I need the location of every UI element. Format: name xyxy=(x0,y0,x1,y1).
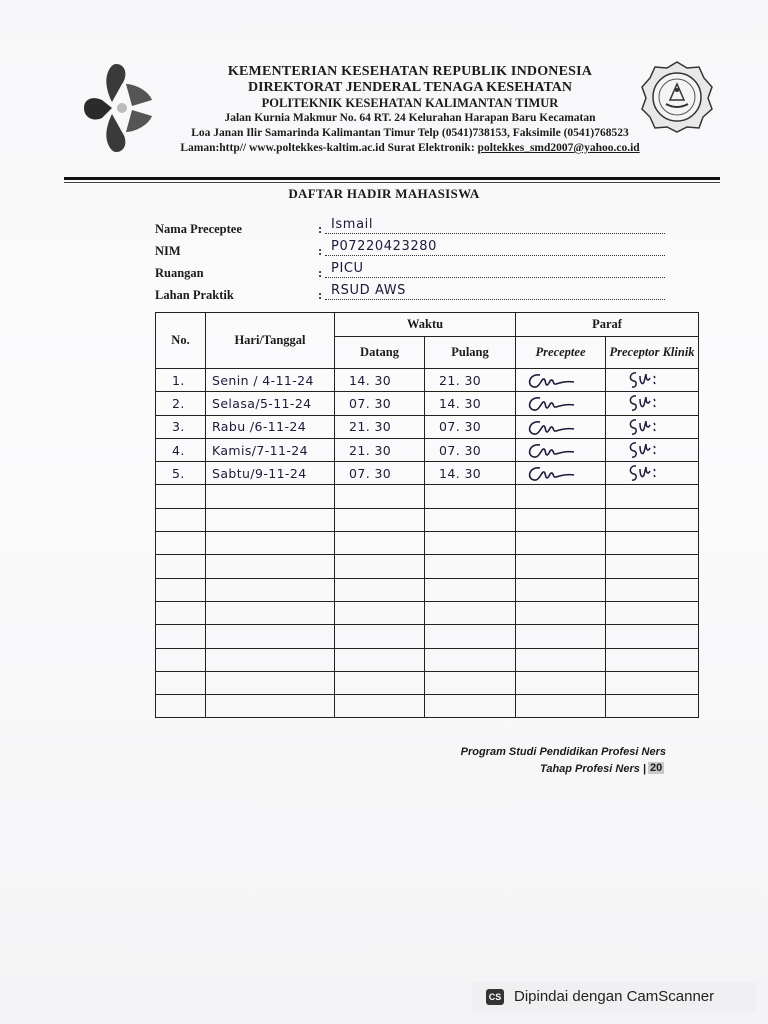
row-pulang xyxy=(425,485,516,508)
row-pulang: 21. 30 xyxy=(425,369,516,392)
dotted-line xyxy=(325,233,665,234)
header-date: Hari/Tanggal xyxy=(206,313,335,369)
row-paraf-preceptor xyxy=(606,392,699,415)
row-pulang xyxy=(425,601,516,624)
dotted-line xyxy=(325,255,665,256)
letterhead-institution: POLITEKNIK KESEHATAN KALIMANTAN TIMUR xyxy=(261,96,559,110)
field-value: PICU xyxy=(331,261,364,276)
row-no xyxy=(156,555,206,578)
row-date xyxy=(206,648,335,671)
row-date: Kamis/7-11-24 xyxy=(206,438,335,461)
row-paraf-preceptee xyxy=(516,532,606,555)
field-label: Ruangan xyxy=(155,266,204,280)
table-row xyxy=(156,648,699,671)
row-date: Sabtu/9-11-24 xyxy=(206,462,335,485)
row-paraf-preceptee xyxy=(516,555,606,578)
letterhead-directorate: DIREKTORAT JENDERAL TENAGA KESEHATAN xyxy=(247,80,573,95)
row-paraf-preceptee xyxy=(516,369,606,392)
row-datang xyxy=(335,485,425,508)
row-pulang: 07. 30 xyxy=(425,438,516,461)
letterhead-website: Laman:http// www.poltekkes-kaltim.ac.id Surat Elektronik: xyxy=(180,142,478,154)
field-value: P07220423280 xyxy=(331,239,438,254)
row-date xyxy=(206,671,335,694)
row-paraf-preceptor xyxy=(606,369,699,392)
row-pulang: 14. 30 xyxy=(425,462,516,485)
letterhead-address-1: Jalan Kurnia Makmur No. 64 RT. 24 Kelurahan Harapan Baru Kecamatan xyxy=(224,112,596,124)
row-datang xyxy=(335,508,425,531)
row-paraf-preceptor xyxy=(606,532,699,555)
row-paraf-preceptee xyxy=(516,648,606,671)
table-row xyxy=(156,625,699,648)
field-lahan-praktik xyxy=(155,284,665,304)
row-datang: 21. 30 xyxy=(335,415,425,438)
table-row xyxy=(156,485,699,508)
row-paraf-preceptee xyxy=(516,671,606,694)
row-no: 1. xyxy=(156,369,206,392)
row-pulang xyxy=(425,578,516,601)
field-colon: : xyxy=(318,266,323,280)
header-pulang: Pulang xyxy=(425,337,516,369)
preceptor-signature-icon xyxy=(606,393,699,413)
row-paraf-preceptor xyxy=(606,671,699,694)
dotted-line xyxy=(325,277,665,278)
letterhead-contact xyxy=(150,141,670,156)
table-row xyxy=(156,438,699,461)
row-paraf-preceptee xyxy=(516,415,606,438)
letterhead-ministry: KEMENTERIAN KESEHATAN REPUBLIK INDONESIA xyxy=(227,64,593,79)
row-pulang xyxy=(425,695,516,718)
field-colon: : xyxy=(318,244,323,258)
row-date xyxy=(206,695,335,718)
field-nim xyxy=(155,240,665,260)
row-paraf-preceptor xyxy=(606,485,699,508)
row-pulang xyxy=(425,508,516,531)
row-no xyxy=(156,695,206,718)
camscanner-watermark xyxy=(472,982,756,1012)
header-preceptor-klinik: Preceptor Klinik xyxy=(606,337,699,369)
table-row xyxy=(156,462,699,485)
row-paraf-preceptee xyxy=(516,601,606,624)
row-pulang: 07. 30 xyxy=(425,415,516,438)
row-date xyxy=(206,508,335,531)
row-pulang xyxy=(425,625,516,648)
dotted-line xyxy=(325,299,665,300)
row-date: Senin / 4-11-24 xyxy=(206,369,335,392)
row-datang xyxy=(335,532,425,555)
row-paraf-preceptor xyxy=(606,438,699,461)
field-value: Ismail xyxy=(331,217,374,232)
row-datang: 07. 30 xyxy=(335,392,425,415)
field-label: Nama Preceptee xyxy=(155,222,242,236)
footer-program: Program Studi Pendidikan Profesi Ners xyxy=(460,746,666,758)
row-paraf-preceptor xyxy=(606,462,699,485)
letterhead-rule xyxy=(64,177,720,180)
row-paraf-preceptee xyxy=(516,508,606,531)
row-paraf-preceptee xyxy=(516,462,606,485)
row-no xyxy=(156,508,206,531)
row-datang: 14. 30 xyxy=(335,369,425,392)
header-datang: Datang xyxy=(335,337,425,369)
field-ruangan xyxy=(155,262,665,282)
header-preceptee: Preceptee xyxy=(516,337,606,369)
table-row xyxy=(156,532,699,555)
row-pulang xyxy=(425,532,516,555)
letterhead xyxy=(150,64,670,156)
row-date xyxy=(206,555,335,578)
row-date: Selasa/5-11-24 xyxy=(206,392,335,415)
row-no xyxy=(156,648,206,671)
row-paraf-preceptor xyxy=(606,578,699,601)
attendance-rows xyxy=(156,369,699,718)
row-no xyxy=(156,485,206,508)
row-datang xyxy=(335,578,425,601)
row-date xyxy=(206,578,335,601)
row-datang xyxy=(335,601,425,624)
row-paraf-preceptor xyxy=(606,508,699,531)
row-no: 3. xyxy=(156,415,206,438)
row-no: 5. xyxy=(156,462,206,485)
row-date xyxy=(206,625,335,648)
preceptor-signature-icon xyxy=(606,463,699,483)
letterhead-rule-thin xyxy=(64,182,720,183)
row-pulang xyxy=(425,671,516,694)
preceptee-signature-icon xyxy=(516,370,606,390)
row-date xyxy=(206,485,335,508)
row-datang xyxy=(335,671,425,694)
row-paraf-preceptor xyxy=(606,601,699,624)
row-datang xyxy=(335,625,425,648)
document-title: DAFTAR HADIR MAHASISWA xyxy=(288,186,480,201)
row-paraf-preceptee xyxy=(516,392,606,415)
header-no: No. xyxy=(156,313,206,369)
row-datang xyxy=(335,695,425,718)
row-paraf-preceptee xyxy=(516,438,606,461)
attendance-table xyxy=(155,312,699,718)
field-colon: : xyxy=(318,288,323,302)
table-row xyxy=(156,601,699,624)
row-date: Rabu /6-11-24 xyxy=(206,415,335,438)
row-paraf-preceptee xyxy=(516,625,606,648)
table-row xyxy=(156,369,699,392)
field-nama-preceptee xyxy=(155,218,665,238)
table-row xyxy=(156,415,699,438)
letterhead-email-link[interactable]: poltekkes_smd2007@yahoo.co.id xyxy=(477,142,640,154)
row-datang: 21. 30 xyxy=(335,438,425,461)
field-label: Lahan Praktik xyxy=(155,288,234,302)
table-row xyxy=(156,392,699,415)
row-pulang xyxy=(425,648,516,671)
preceptee-signature-icon xyxy=(516,440,606,460)
table-row xyxy=(156,671,699,694)
letterhead-address-2: Loa Janan Ilir Samarinda Kalimantan Timur Telp (0541)738153, Faksimile (0541)768523 xyxy=(191,127,629,139)
row-no xyxy=(156,578,206,601)
row-no xyxy=(156,625,206,648)
row-no: 2. xyxy=(156,392,206,415)
table-row xyxy=(156,578,699,601)
row-date xyxy=(206,601,335,624)
page-number: 20 xyxy=(650,762,663,774)
row-pulang: 14. 30 xyxy=(425,392,516,415)
preceptee-signature-icon xyxy=(516,393,606,413)
row-date xyxy=(206,532,335,555)
row-no xyxy=(156,601,206,624)
row-paraf-preceptee xyxy=(516,578,606,601)
row-paraf-preceptor xyxy=(606,625,699,648)
preceptor-signature-icon xyxy=(606,440,699,460)
row-no xyxy=(156,671,206,694)
row-pulang xyxy=(425,555,516,578)
row-paraf-preceptor xyxy=(606,648,699,671)
camscanner-icon: CS xyxy=(486,989,504,1005)
row-no: 4. xyxy=(156,438,206,461)
row-paraf-preceptee xyxy=(516,695,606,718)
field-value: RSUD AWS xyxy=(331,283,407,298)
row-paraf-preceptor xyxy=(606,555,699,578)
row-paraf-preceptor xyxy=(606,695,699,718)
table-row xyxy=(156,555,699,578)
table-row xyxy=(156,508,699,531)
row-paraf-preceptee xyxy=(516,485,606,508)
footer-stage: Tahap Profesi Ners | xyxy=(540,763,646,775)
row-datang: 07. 30 xyxy=(335,462,425,485)
row-datang xyxy=(335,555,425,578)
preceptee-signature-icon xyxy=(516,463,606,483)
preceptor-signature-icon xyxy=(606,370,699,390)
row-datang xyxy=(335,648,425,671)
table-row xyxy=(156,695,699,718)
preceptor-signature-icon xyxy=(606,417,699,437)
header-paraf: Paraf xyxy=(516,313,699,337)
row-paraf-preceptor xyxy=(606,415,699,438)
header-waktu: Waktu xyxy=(335,313,516,337)
field-colon: : xyxy=(318,222,323,236)
camscanner-text: Dipindai dengan CamScanner xyxy=(514,988,715,1005)
row-no xyxy=(156,532,206,555)
field-label: NIM xyxy=(155,244,181,258)
preceptee-signature-icon xyxy=(516,417,606,437)
